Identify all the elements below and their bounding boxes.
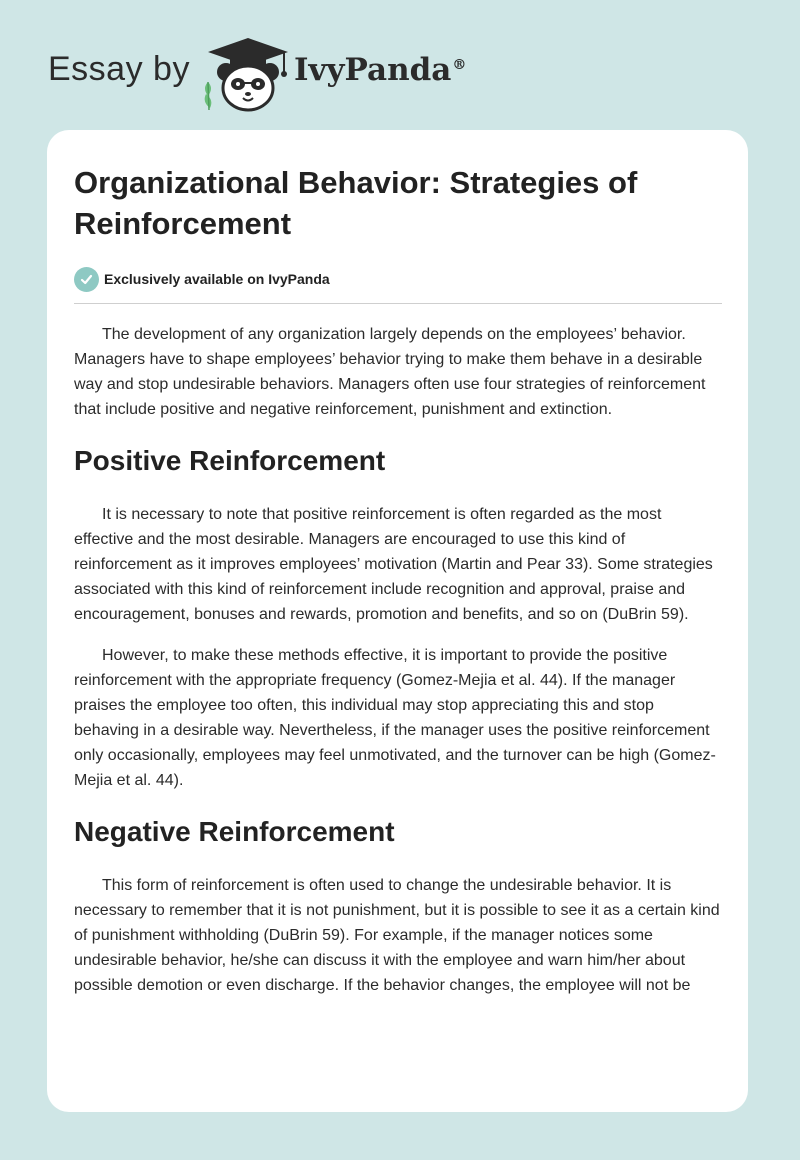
section-heading-negative-reinforcement: Negative Reinforcement <box>74 816 395 847</box>
intro-paragraph: The development of any organization largely depends on the employees’ behavior. Managers have to shape employees’ behavior trying to make them behave in a desirable way and stop undesirable behaviors. Managers often use four strategies of reinforcement that include positive and negative reinforcement, punishment and extinction. <box>74 326 706 418</box>
paragraph: This form of reinforcement is often used to change the undesirable behavior. It is necessary to remember that it is not punishment, but it is possible to see it as a certain kind of punishment withholding (DuBrin 59). For example, if the manager notices some undesirable behavior, he/she can discuss it with the employee and warn him/her about possible demotion or even discharge. If the behavior changes, the employee will not be <box>74 877 720 994</box>
check-icon <box>74 267 99 292</box>
brand-name <box>294 52 466 88</box>
exclusive-label: Exclusively available on IvyPanda <box>104 271 330 287</box>
section-heading-positive-reinforcement: Positive Reinforcement <box>74 445 386 476</box>
brand-name-text: IvyPanda <box>294 52 452 88</box>
paragraph: It is necessary to note that positive reinforcement is often regarded as the most effective and the most desirable. Managers are encouraged to use this kind of reinforcement as it improves employees’ motivation (Martin and Pear 33). Some strategies associated with this kind of reinforcement include recognition and approval, praise and encouragement, bonuses and rewards, promotion and benefits, and so on (DuBrin 59). <box>74 506 713 623</box>
article-card <box>47 130 748 1112</box>
article-title: Organizational Behavior: Strategies of Reinforcement <box>74 165 638 241</box>
registered-mark: ® <box>452 56 467 73</box>
panda-mascot-icon <box>200 36 296 112</box>
article-content <box>74 162 722 998</box>
essay-by-label: Essay by <box>48 50 190 88</box>
exclusive-badge <box>74 266 722 292</box>
divider <box>74 303 722 304</box>
paragraph: However, to make these methods effective, it is important to provide the positive reinforcement with the appropriate frequency (Gomez-Mejia et al. 44). If the manager praises the employee too often, this individual may stop appreciating this and stop behaving in a desirable way. Nevertheless, if the manager uses the positive reinforcement only occasionally, employees may feel unmotivated, and the turnover can be high (Gomez-Mejia et al. 44). <box>74 647 716 789</box>
site-header <box>48 36 648 116</box>
